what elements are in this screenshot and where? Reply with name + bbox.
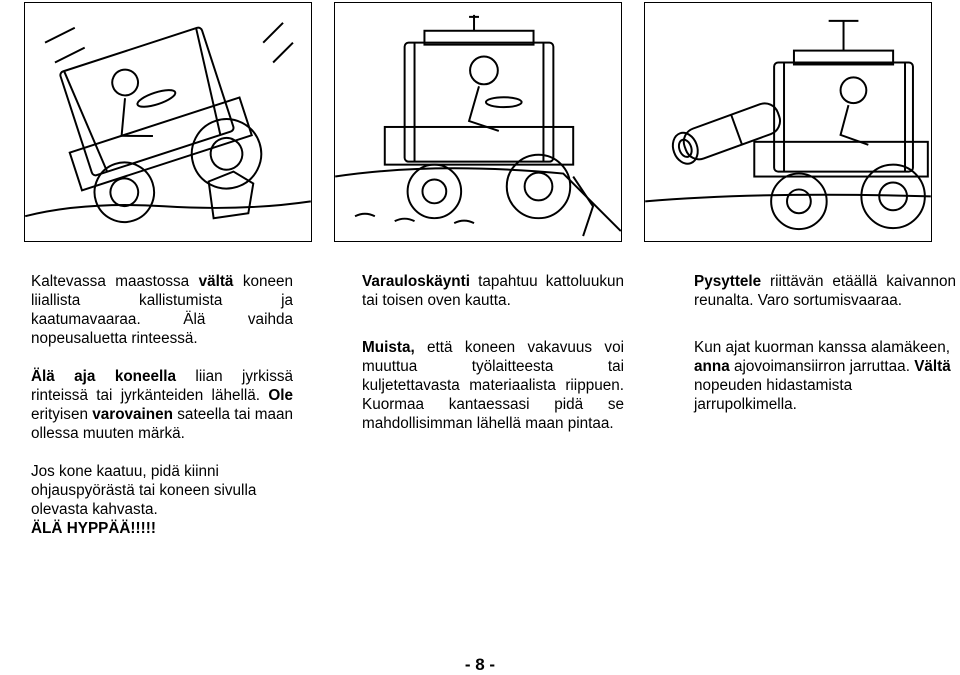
paragraph-steep-slopes — [31, 367, 293, 443]
text: Jos kone kaatuu, pidä kiinni ohjauspyörästä tai koneen sivulla olevasta kahvasta. — [31, 463, 257, 518]
emphasis: Älä aja koneella — [31, 368, 177, 385]
emergency-exit-drawing — [335, 3, 621, 241]
text-column-3 — [694, 272, 956, 433]
tipping-machine-drawing — [25, 3, 311, 241]
text: ajovoimansiirron jarruttaa. — [729, 358, 915, 375]
emphasis: Vältä — [914, 358, 951, 375]
emphasis: vältä — [198, 273, 234, 290]
trench-edge-drawing — [645, 3, 931, 241]
emphasis: Muista, — [362, 339, 415, 356]
text: liian jyrkissä rinteissä tai jyrkänteiden lähellä. — [31, 368, 293, 404]
text: nopeuden hidastamista jarrupolkimella. — [694, 377, 853, 413]
paragraph-slope-warning — [31, 272, 293, 348]
text: Kun ajat kuorman kanssa alamäkeen, — [694, 339, 950, 356]
illustration-tipping-slope — [24, 2, 312, 242]
paragraph-downhill — [694, 338, 956, 414]
illustration-emergency-exit — [334, 2, 622, 242]
text: sateella tai maan ollessa muuten märkä. — [31, 406, 293, 442]
paragraph-rollover — [31, 462, 293, 538]
text: tapahtuu kattoluukun tai toisen oven kautta. — [362, 273, 624, 309]
emphasis: Pysyttele — [694, 273, 762, 290]
paragraph-trench-edge — [694, 272, 956, 310]
illustration-trench-edge — [644, 2, 932, 242]
paragraph-emergency-exit — [362, 272, 624, 310]
text: että koneen vakavuus voi muuttua työlaitteesta tai kuljetettavasta materiaalista riippuen. Kuormaa kantaessasi pidä se mahdollisimman lähellä maan pintaa. — [362, 339, 624, 432]
paragraph-stability — [362, 338, 624, 433]
text: koneen liiallista kallistumista ja kaatumavaaraa. Älä vaihda nopeusaluetta rinteessä. — [31, 273, 294, 347]
emphasis: anna — [694, 358, 730, 375]
text-column-1 — [31, 272, 293, 557]
text: erityisen — [31, 406, 93, 423]
text: riittävän etäällä kaivannon reunalta. Varo sortumisvaaraa. — [694, 273, 956, 309]
text-column-2 — [362, 272, 624, 452]
text: Kaltevassa maastossa — [31, 273, 199, 290]
page-number: - 8 - — [464, 655, 496, 674]
emphasis: varovainen — [92, 406, 174, 423]
emphasis: Ole — [268, 387, 293, 404]
emphasis: ÄLÄ HYPPÄÄ!!!!! — [31, 520, 156, 537]
emphasis: Varauloskäynti — [362, 273, 470, 290]
